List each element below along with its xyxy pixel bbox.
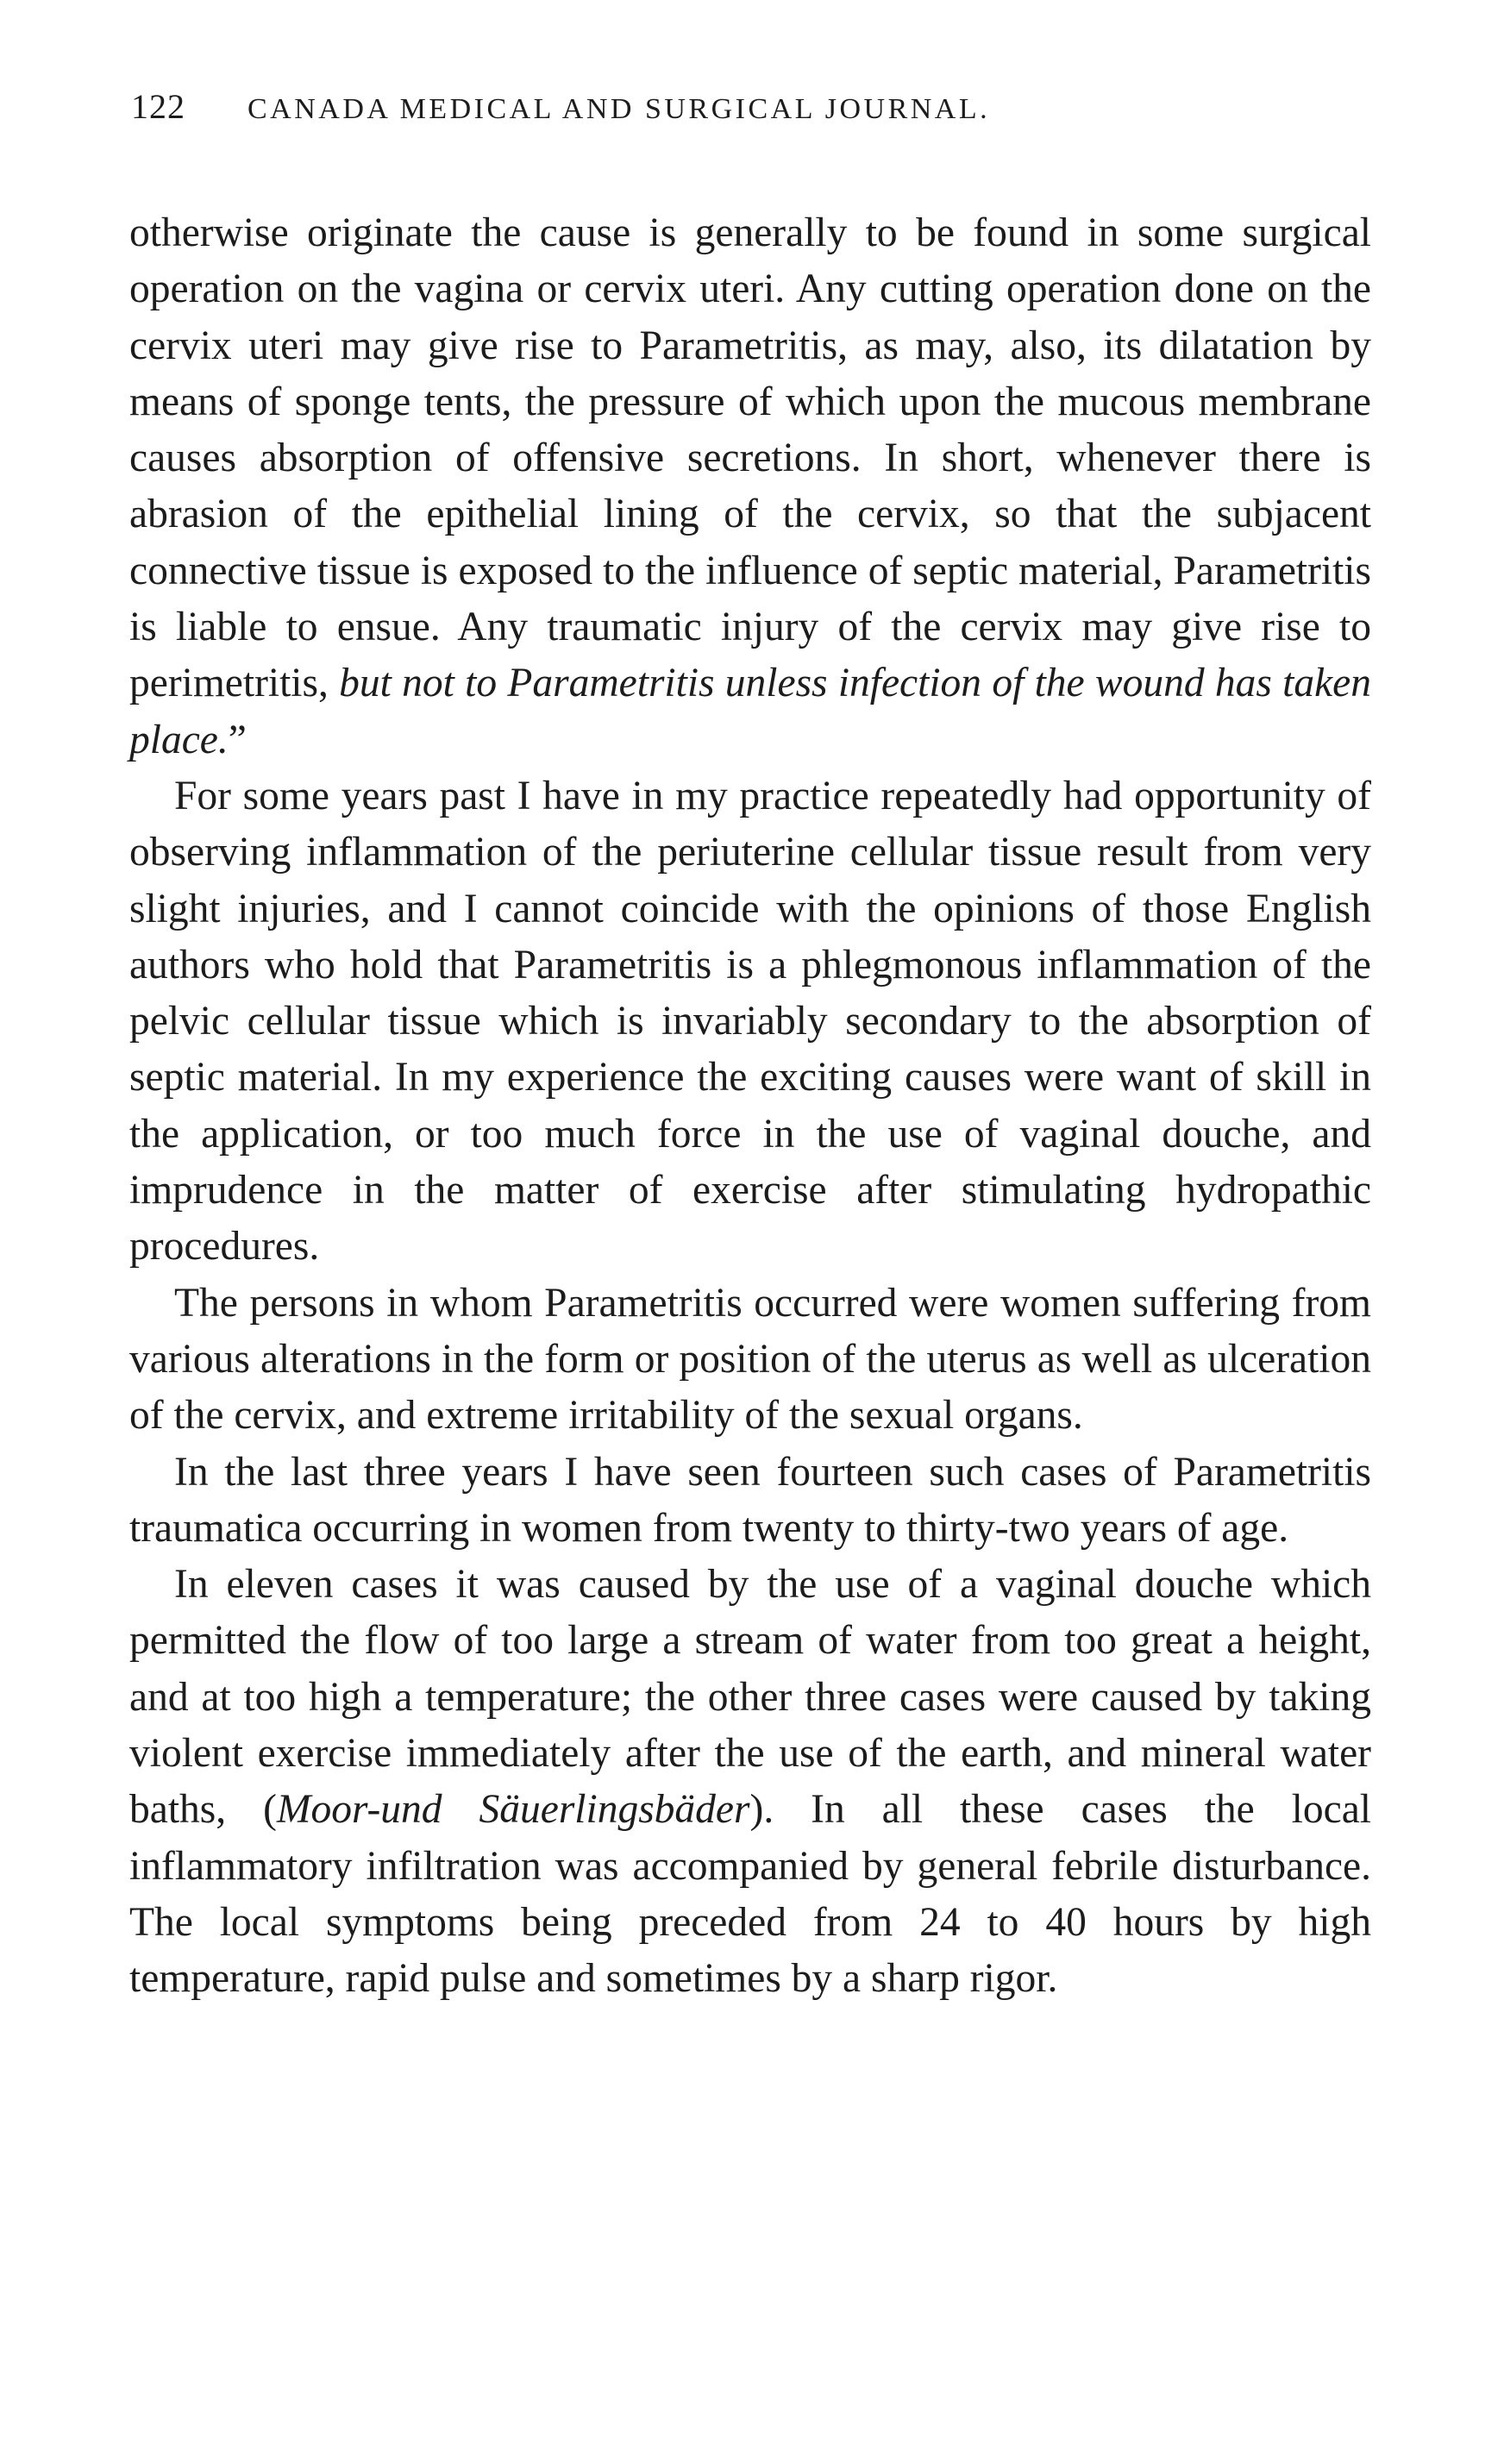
running-head (129, 86, 1371, 147)
italic-text-segment: but not to Parametritis unless infection of the wound has taken place. (129, 661, 1371, 762)
closing-quote: ” (228, 717, 247, 762)
paragraph-1 (129, 205, 1371, 768)
text-segment: In eleven cases it was caused by the use of a vaginal douche which permitted the flow of too large a stream of water from too great a height, and at too high a temperature; the other three cases were caused by taking violent exercise immediately after the use of the earth, and mineral water baths, ( (129, 1562, 1371, 1833)
text-segment: ). In all these cases the local inflammatory infiltration was accompanied by general febrile disturbance. The local symptoms being preceded from 24 to 40 hours by high temperature, rapid pulse and sometimes by a sharp rigor. (129, 1787, 1371, 2002)
page-number: 122 (131, 87, 185, 126)
text-segment: For some years past I have in my practice repeatedly had opportunity of observing inflammation of the periuterine cellular tissue result from very slight injuries, and I cannot coincide with the opinions of those English authors who hold that Parametritis is a phlegmonous inflammation of the pelvic cellular tissue which is invariably secondary to the absorption of septic material. In my experience the exciting causes were want of skill in the application, or too much force in the use of vaginal douche, and imprudence in the matter of exercise after stimulating hydropathic procedures. (129, 773, 1371, 1270)
journal-page (129, 86, 1371, 2008)
article-body (129, 205, 1371, 2008)
paragraph-4 (129, 1445, 1371, 1558)
journal-title: CANADA MEDICAL AND SURGICAL JOURNAL. (248, 93, 991, 125)
text-segment: The persons in whom Parametritis occurred were women suffering from various alterations in the form or position of the uterus as well as ulceration of the cervix, and extreme irritability of the sexual organs. (129, 1280, 1371, 1439)
paragraph-5 (129, 1557, 1371, 2007)
text-segment: otherwise originate the cause is generally to be found in some surgical operation on the vagina or cervix uteri. Any cutting operation done on the cervix uteri may give rise to Parametritis, as may, also, its dilatation by means of sponge tents, the pressure of which upon the mucous membrane causes absorption of offensive secretions. In short, whenever there is abrasion of the epithelial lining of the cervix, so that the subjacent connective tissue is exposed to the influence of septic material, Parametritis is liable to ensue. Any traumatic injury of the cervix may give rise to perimetritis, (129, 210, 1371, 706)
italic-text-segment: Moor-und Säuerlingsbäder (276, 1787, 750, 1833)
paragraph-2 (129, 768, 1371, 1276)
paragraph-3 (129, 1276, 1371, 1445)
text-segment: In the last three years I have seen fourteen such cases of Parametritis traumatica occurring in women from twenty to thirty-two years of age. (129, 1449, 1371, 1551)
